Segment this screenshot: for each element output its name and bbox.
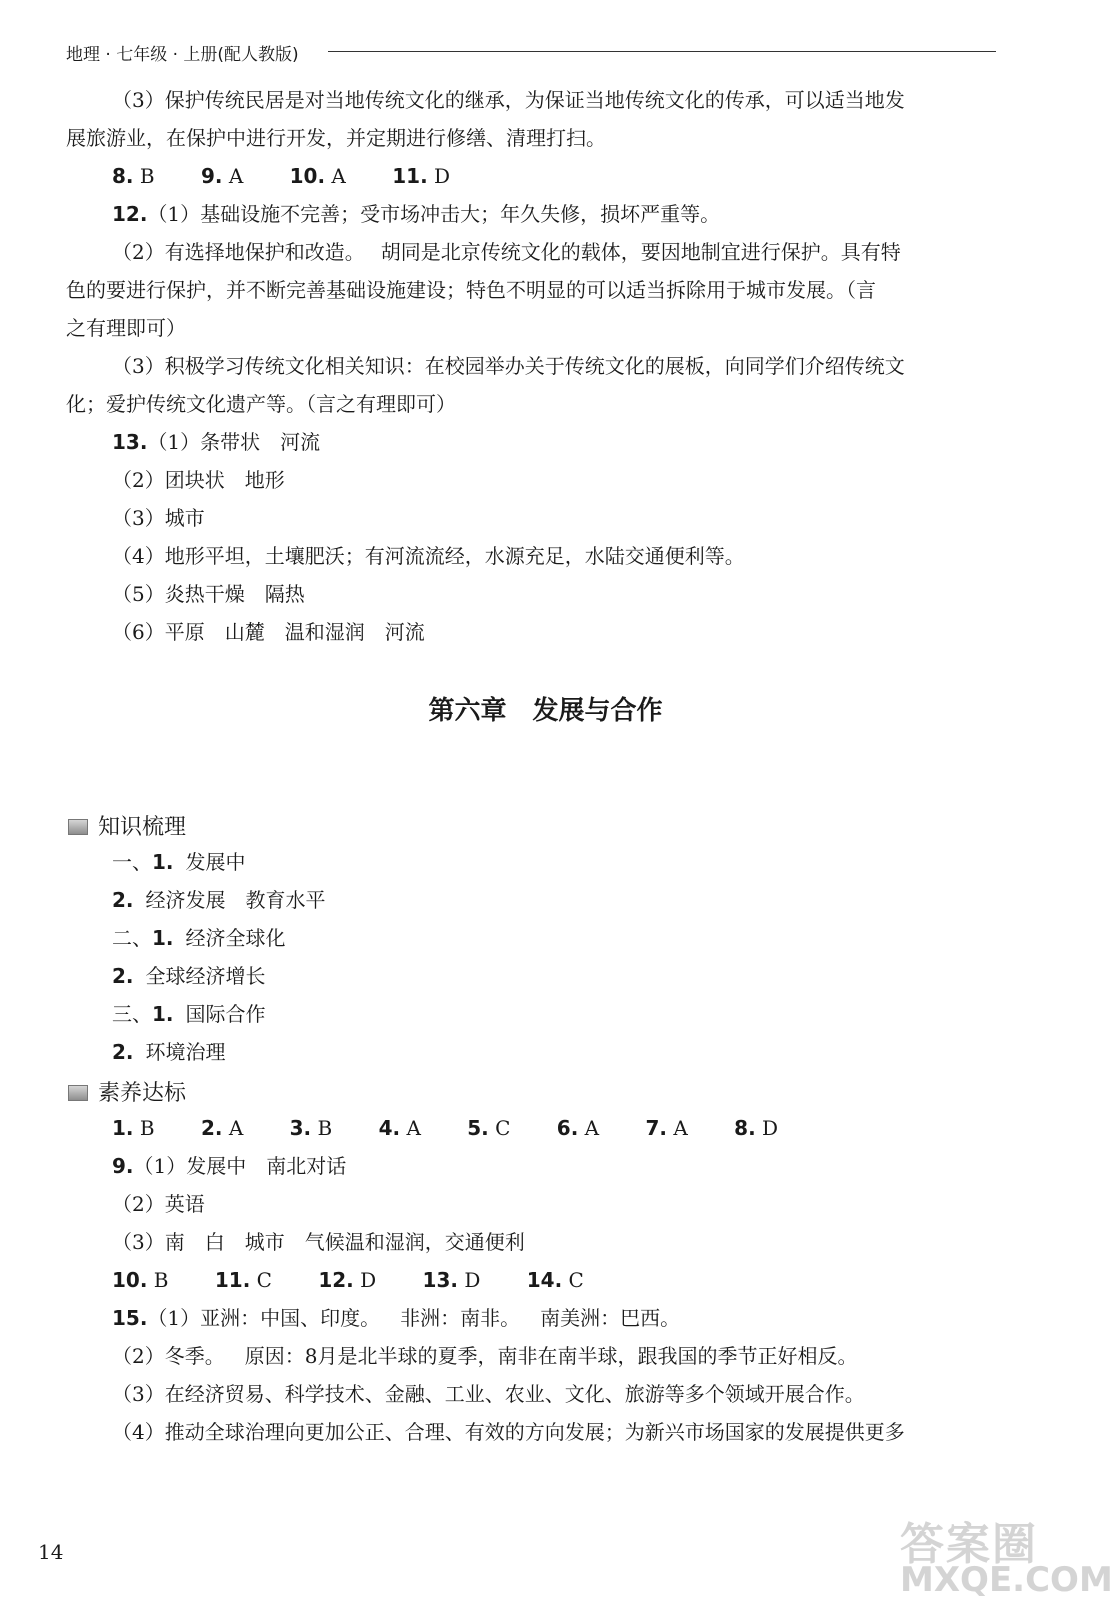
answer-line: 展旅游业，在保护中进行开发，并定期进行修缮、清理打扫。	[66, 126, 606, 150]
knowledge-line: 2. 全球经济增长	[112, 964, 266, 988]
section-heading: 素养达标	[68, 1076, 186, 1107]
answer-line-mc: 10. B 11. C 12. D 13. D 14. C	[112, 1268, 584, 1292]
answer-line: （2）有选择地保护和改造。 胡同是北京传统文化的载体，要因地制宜进行保护。具有特	[112, 240, 901, 264]
answer-line: 化；爱护传统文化遗产等。（言之有理即可）	[66, 392, 456, 416]
answer-line: 9.（1）发展中 南北对话	[112, 1154, 347, 1178]
knowledge-line: 2. 经济发展 教育水平	[112, 888, 326, 912]
answer-line: （5）炎热干燥 隔热	[112, 582, 305, 606]
knowledge-line: 三、1. 国际合作	[112, 1002, 266, 1026]
answer-line: （3）城市	[112, 506, 205, 530]
answer-line: （6）平原 山麓 温和湿润 河流	[112, 620, 425, 644]
chapter-title: 第六章 发展与合作	[428, 696, 663, 726]
section-marker-icon	[68, 819, 88, 835]
answer-line: 12.（1）基础设施不完善；受市场冲击大；年久失修，损坏严重等。	[112, 202, 721, 226]
knowledge-line: 一、1. 发展中	[112, 850, 246, 874]
answer-line: 15.（1）亚洲：中国、印度。 非洲：南非。 南美洲：巴西。	[112, 1306, 681, 1330]
q-number: 10.	[289, 164, 326, 188]
q-number: 11.	[392, 164, 428, 188]
q-answer: D	[434, 164, 451, 188]
answer-line: （3）保护传统民居是对当地传统文化的继承，为保证当地传统文化的传承，可以适当地发	[112, 88, 905, 112]
section-marker-icon	[68, 1085, 88, 1101]
answer-line: 色的要进行保护，并不断完善基础设施建设；特色不明显的可以适当拆除用于城市发展。（言	[66, 278, 876, 302]
q-number: 13.	[112, 430, 148, 454]
page-number: 14	[38, 1540, 64, 1564]
q-number: 8.	[112, 164, 134, 188]
answer-line: （4）推动全球治理向更加公正、合理、有效的方向发展；为新兴市场国家的发展提供更多	[112, 1420, 905, 1444]
knowledge-line: 二、1. 经济全球化	[112, 926, 286, 950]
answer-line: （3）南 白 城市 气候温和湿润，交通便利	[112, 1230, 525, 1254]
answer-line: （2）冬季。 原因：8月是北半球的夏季，南非在南半球，跟我国的季节正好相反。	[112, 1344, 858, 1368]
q-number: 12.	[112, 202, 148, 226]
q-answer: A	[228, 164, 244, 188]
knowledge-line: 2. 环境治理	[112, 1040, 226, 1064]
answer-line: （4）地形平坦，土壤肥沃；有河流流经，水源充足，水陆交通便利等。	[112, 544, 745, 568]
q-number: 9.	[200, 164, 223, 188]
answer-line: 13.（1）条带状 河流	[112, 430, 321, 454]
answer-line: （2）英语	[112, 1192, 205, 1216]
watermark-url: MXQE.COM	[900, 1560, 1113, 1600]
q-answer: B	[139, 164, 155, 188]
answer-line: 之有理即可）	[66, 316, 186, 340]
header-rule	[328, 51, 996, 52]
watermark-logo: 答案圈	[900, 1519, 1038, 1570]
page-header	[66, 40, 996, 68]
q-answer: A	[331, 164, 346, 188]
answer-line-mc: 1. B 2. A 3. B 4. A 5. C 6. A 7. A 8. D	[112, 1116, 779, 1140]
answer-line-mc	[112, 164, 450, 188]
section-heading: 知识梳理	[68, 810, 186, 841]
answer-line: （3）在经济贸易、科学技术、金融、工业、农业、文化、旅游等多个领域开展合作。	[112, 1382, 865, 1406]
answer-line: （3）积极学习传统文化相关知识：在校园举办关于传统文化的展板，向同学们介绍传统文	[112, 354, 905, 378]
answer-line: （2）团块状 地形	[112, 468, 285, 492]
header-title: 地理 · 七年级 · 上册(配人教版)	[66, 45, 299, 65]
